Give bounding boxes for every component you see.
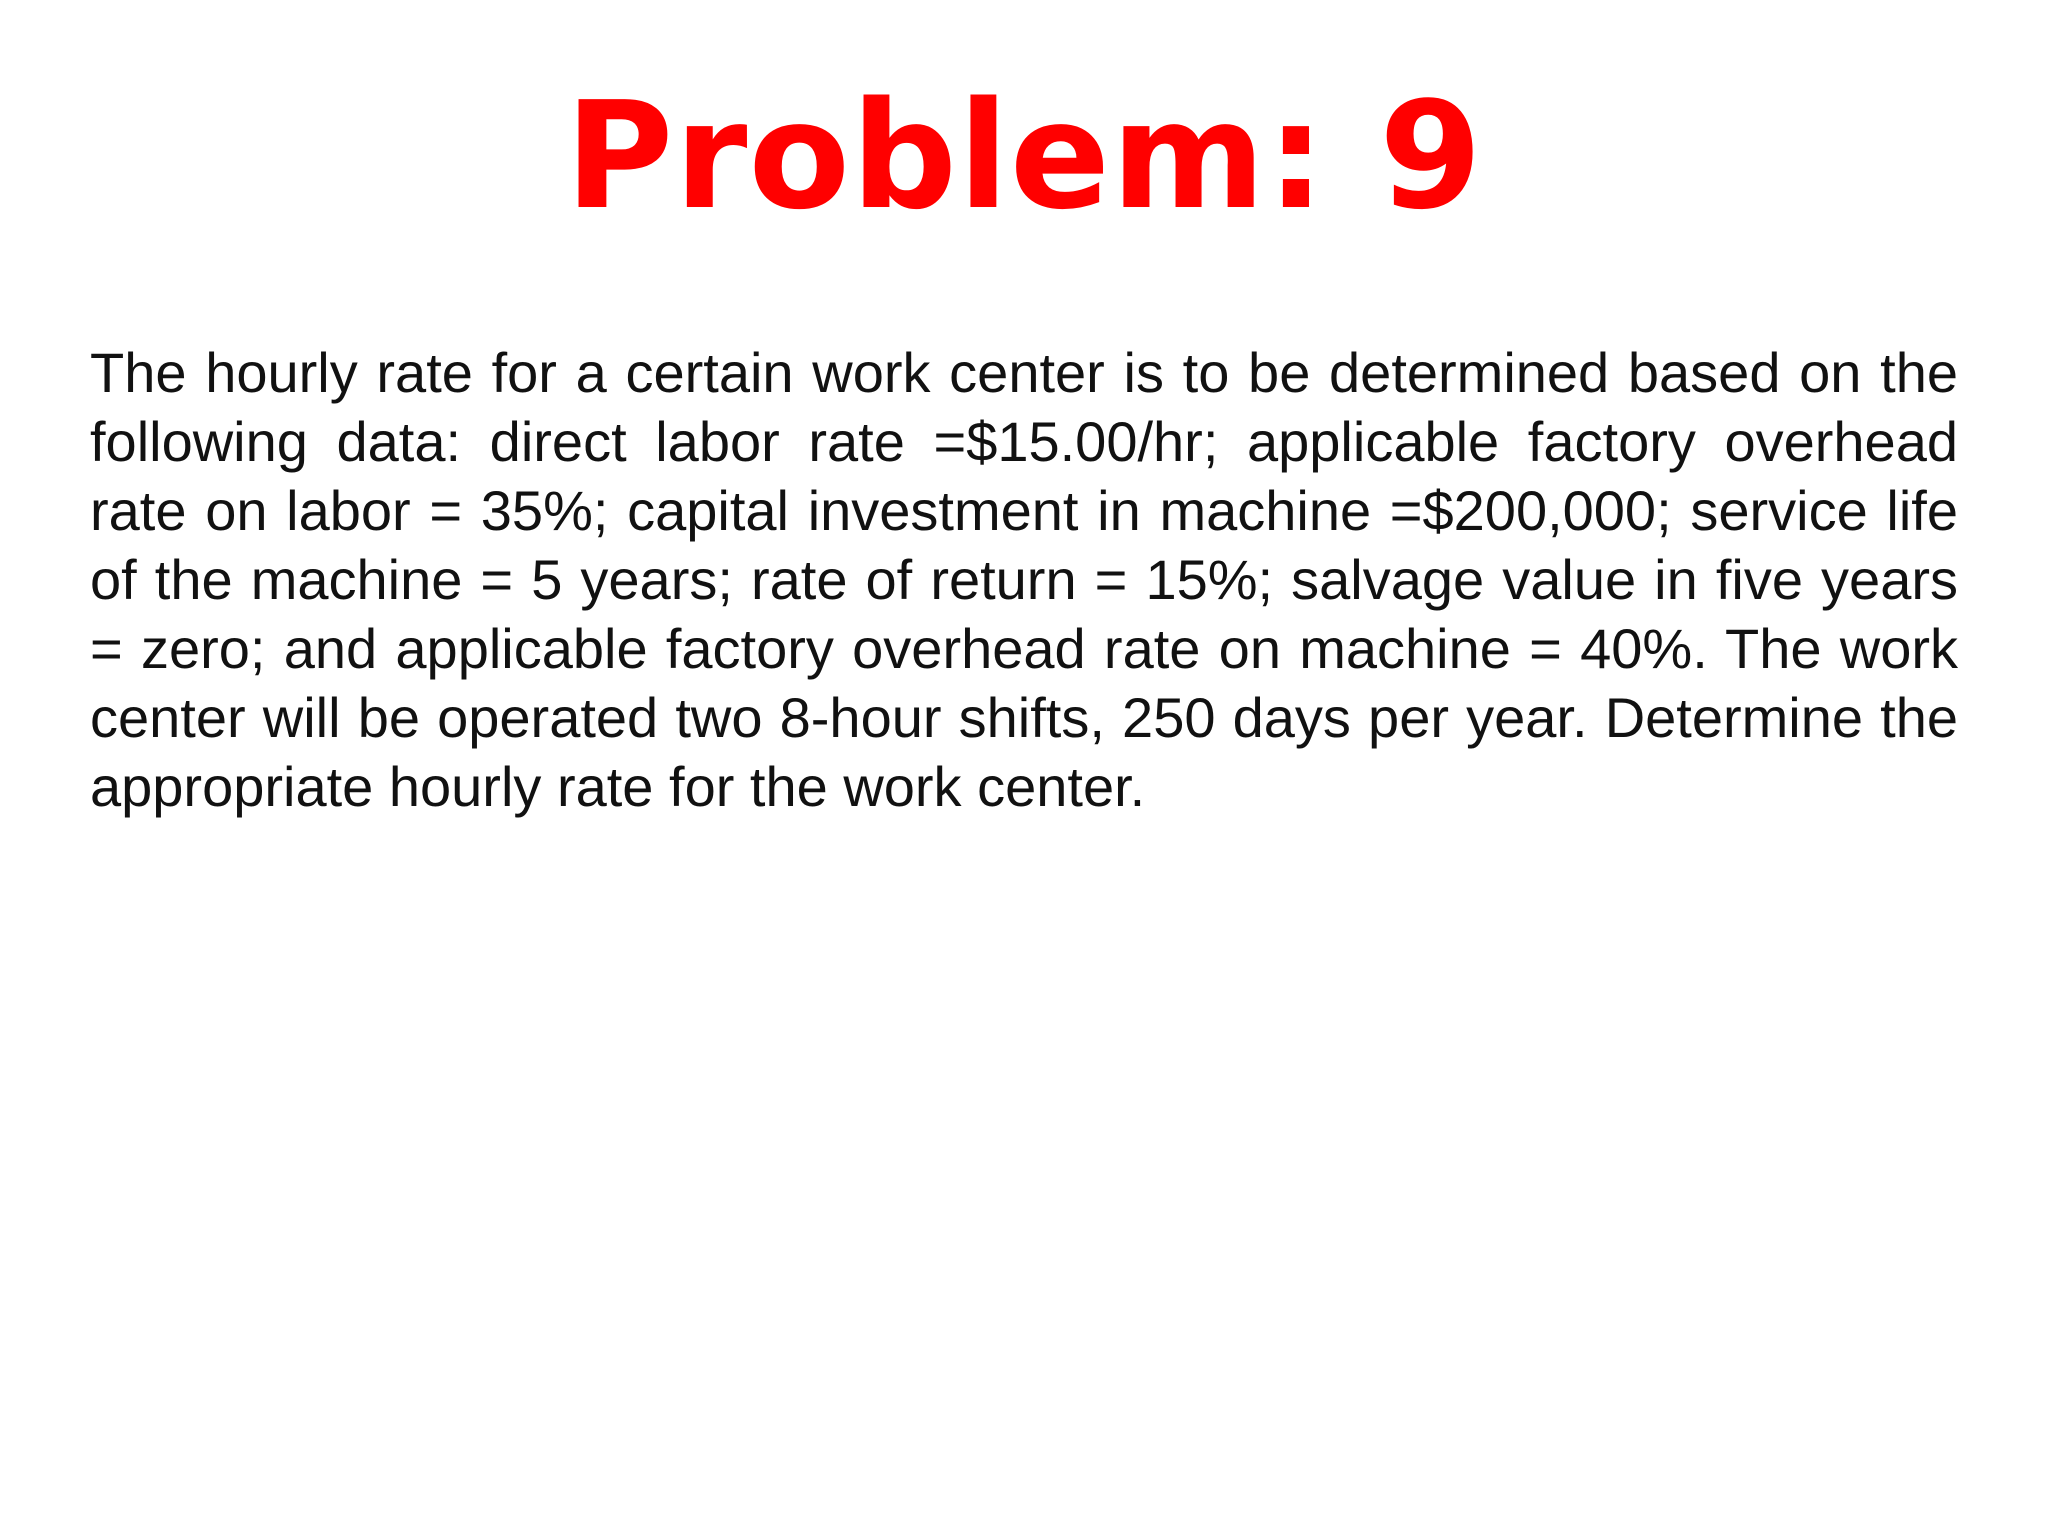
problem-statement: The hourly rate for a certain work center is to be determined based on the following data: direct labor rate =$15.00/hr; applicable factory overhead rate on labor = 35%; capital investment in machine =$200,000; service life of the machine = 5 years; rate of return = 15%; salvage value in five years = zero; and applicable factory overhead rate on machine = 40%. The work center will be operated two 8-hour shifts, 250 days per year. Determine the appropriate hourly rate for the work center. xyxy=(90,341,1958,818)
page-title: Problem: 9 xyxy=(564,70,1484,242)
